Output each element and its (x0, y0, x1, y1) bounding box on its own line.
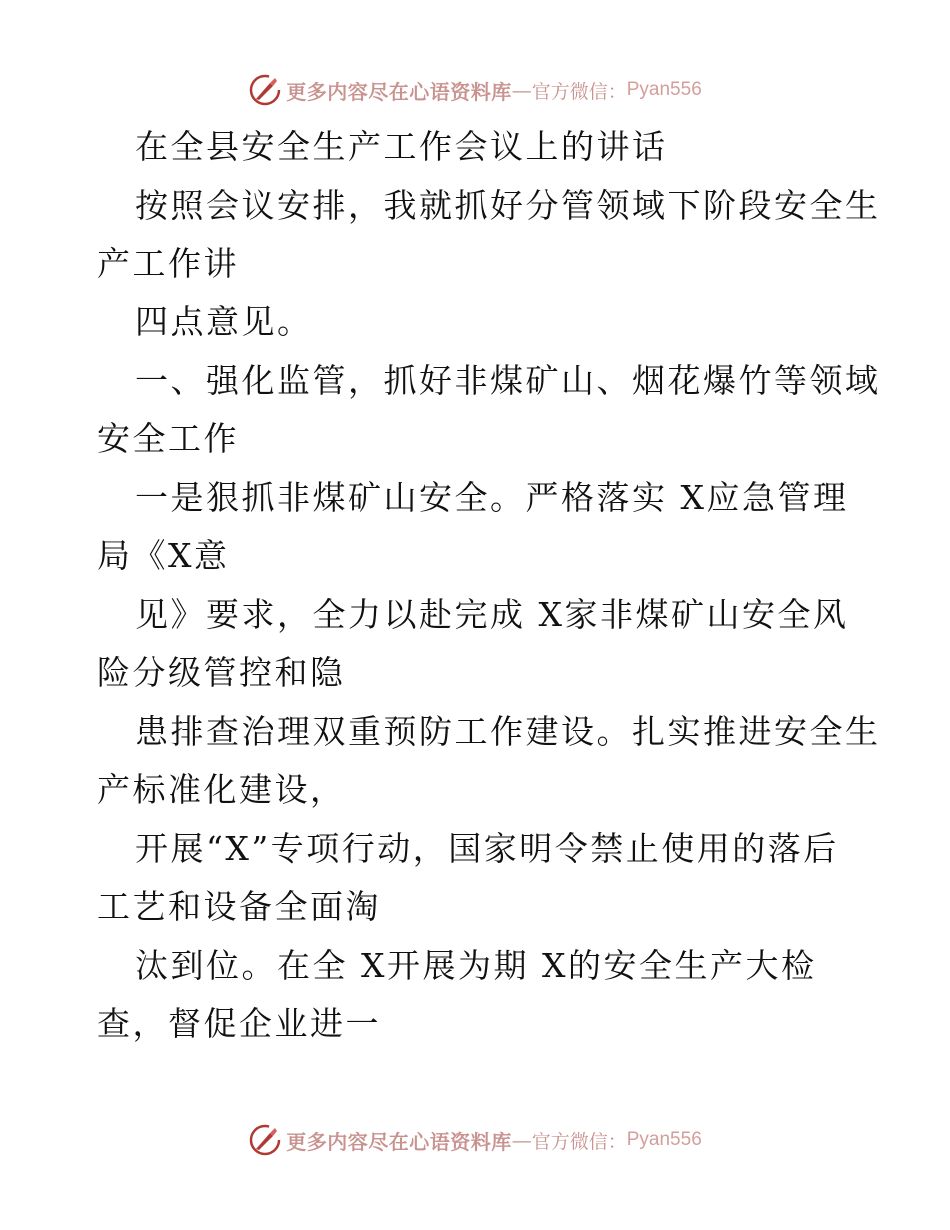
watermark-wechat-id: Pyan556 (626, 79, 702, 100)
watermark-main-text: 更多内容尽在心语资料库 (286, 1129, 512, 1154)
quill-logo-icon (248, 73, 282, 107)
text-line: 汰到位。在全 X开展为期 X的安全生产大检 (135, 946, 817, 985)
watermark-wechat-id: Pyan556 (626, 1129, 702, 1150)
watermark-sub-text: 官方微信： (531, 80, 627, 103)
text-line: 按照会议安排，我就抓好分管领域下阶段安全生 (135, 186, 881, 225)
document-title: 在全县安全生产工作会议上的讲话 (135, 127, 668, 166)
text-line: 局《X意 (97, 536, 230, 575)
watermark-dash: — (511, 78, 532, 102)
quill-logo-icon (248, 1123, 282, 1157)
text-line: 产工作讲 (97, 244, 239, 283)
text-line: 查，督促企业进一 (97, 1004, 381, 1043)
watermark-sub-text: 官方微信： (531, 1130, 627, 1153)
text-line: 患排查治理双重预防工作建设。扎实推进安全生 (135, 712, 881, 751)
watermark-header (0, 72, 950, 108)
text-line: 一是狠抓非煤矿山安全。严格落实 X应急管理 (135, 478, 849, 517)
watermark-dash: — (511, 1128, 532, 1152)
section-heading-cont: 安全工作 (97, 419, 239, 458)
text-line: 开展“X”专项行动，国家明令禁止使用的落后 (135, 829, 839, 868)
text-line: 险分级管控和隐 (97, 653, 346, 692)
text-line: 产标准化建设， (97, 770, 346, 809)
watermark-main-text: 更多内容尽在心语资料库 (286, 79, 512, 104)
watermark-footer (0, 1122, 950, 1158)
section-heading: 一、强化监管，抓好非煤矿山、烟花爆竹等领域 (135, 361, 881, 400)
text-line: 见》要求，全力以赴完成 X家非煤矿山安全风 (135, 595, 849, 634)
text-line: 四点意见。 (135, 302, 313, 341)
text-line: 工艺和设备全面淘 (97, 887, 381, 926)
